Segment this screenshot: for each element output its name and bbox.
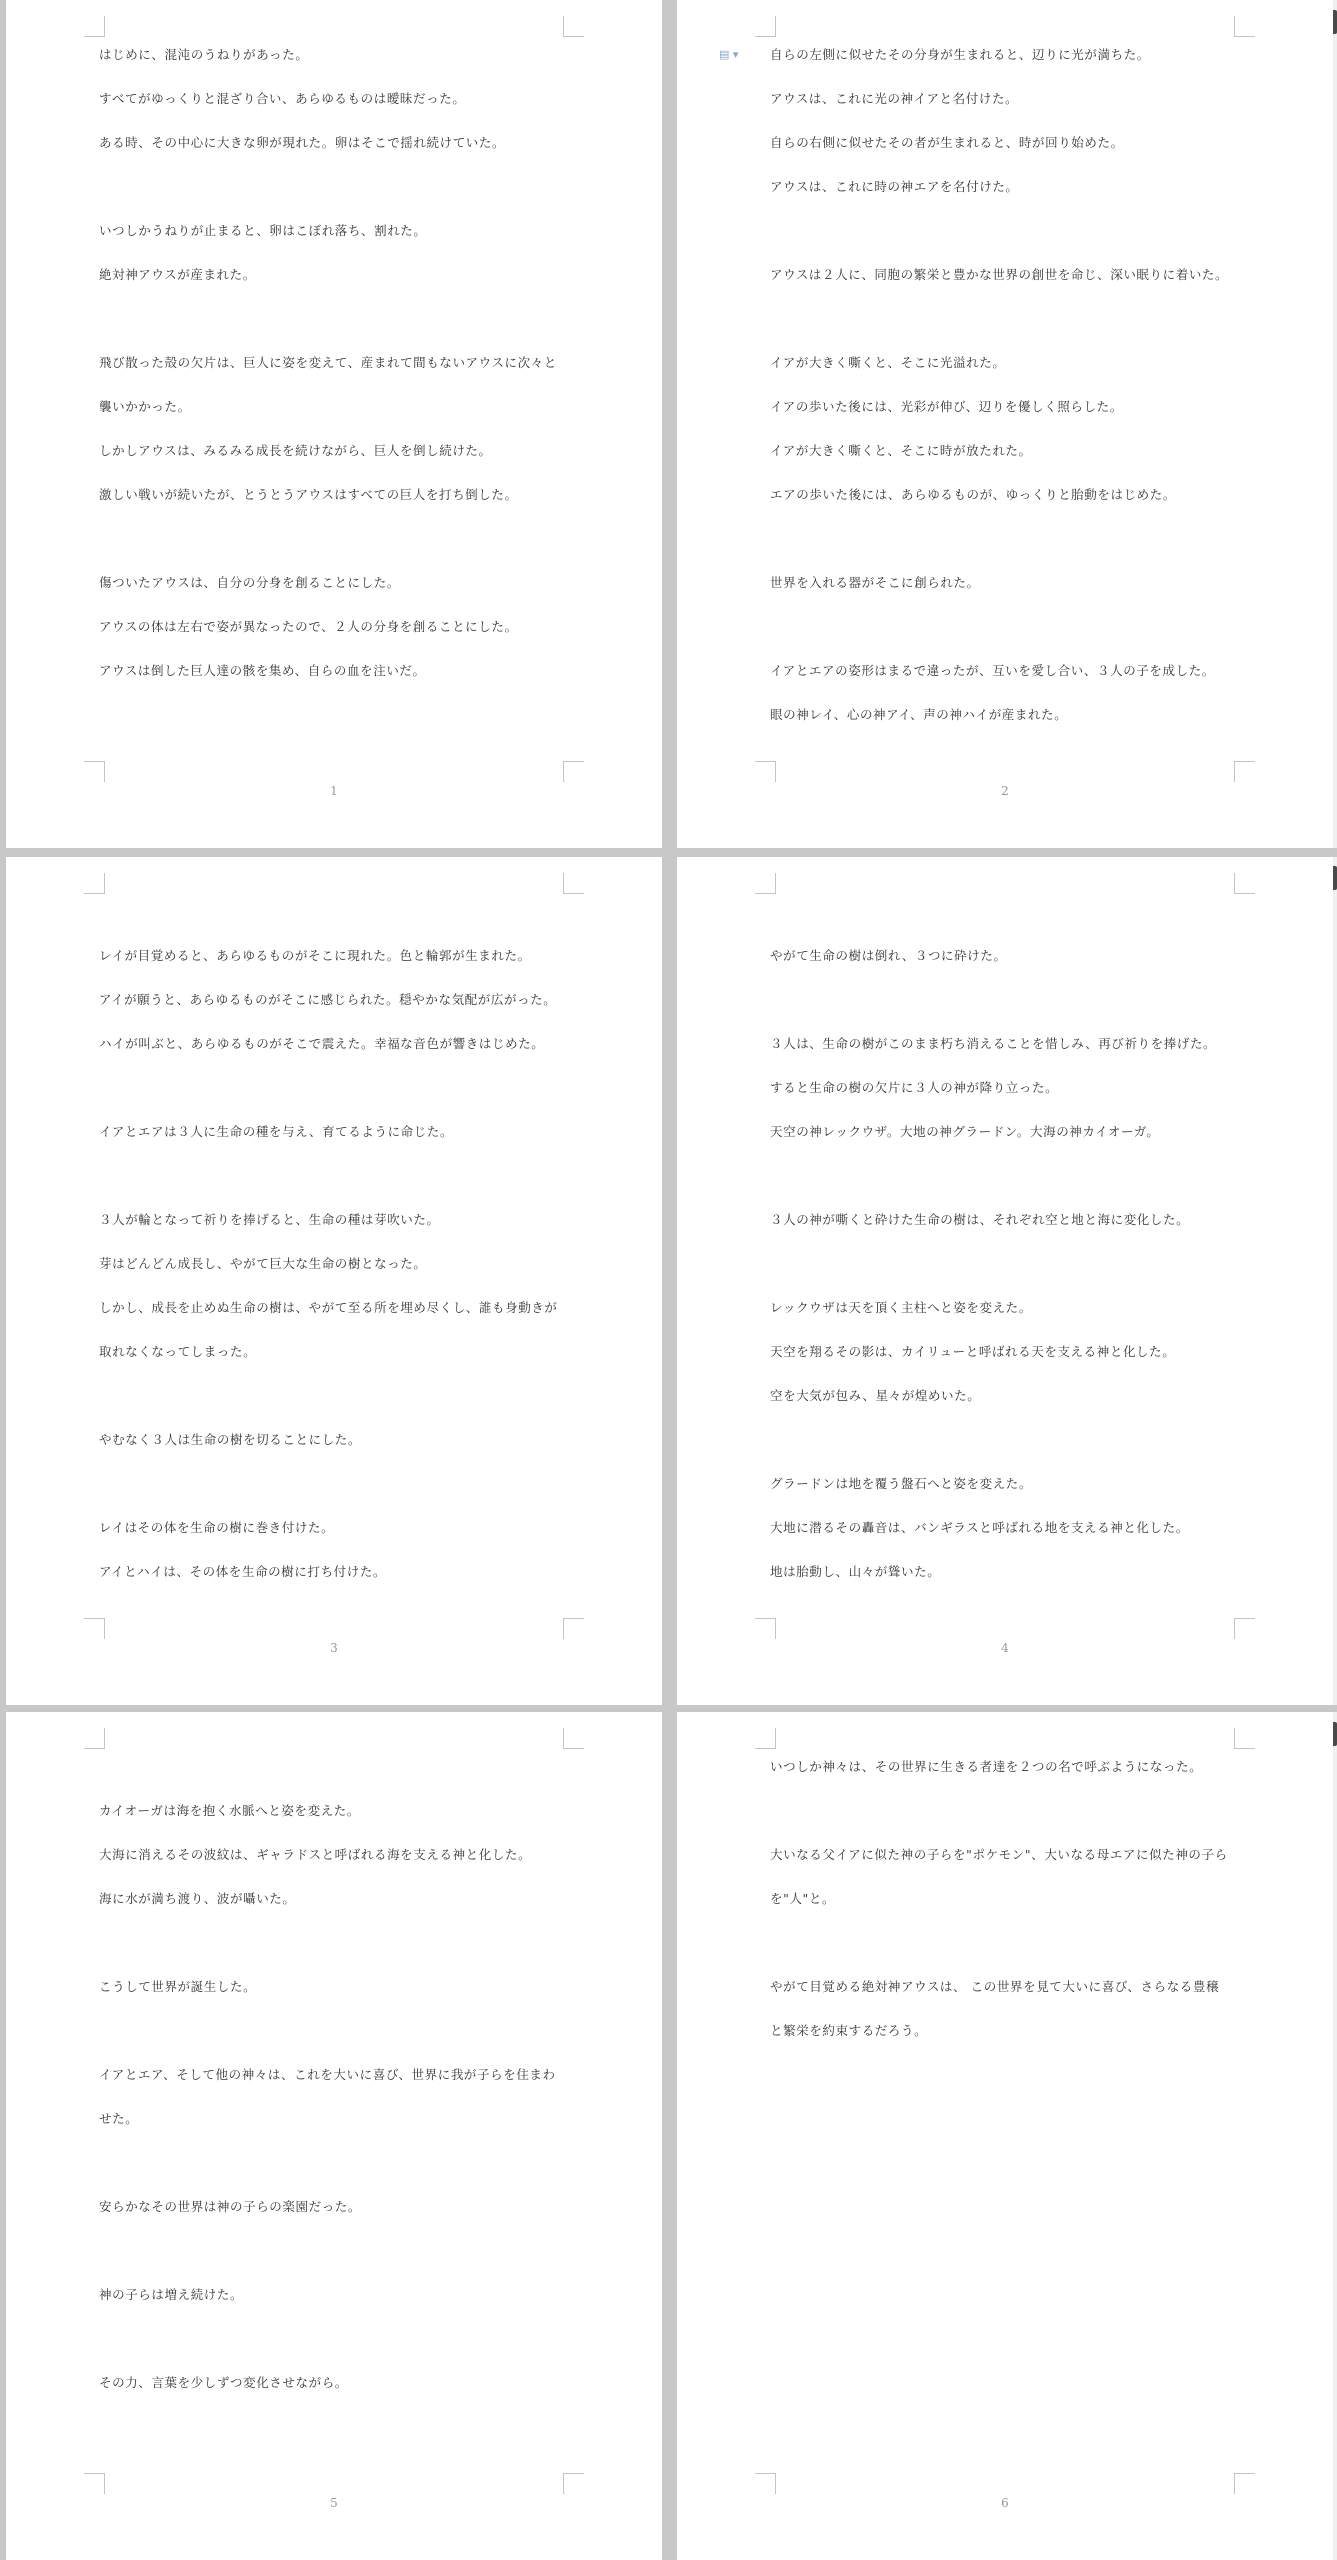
margin-mark (1234, 873, 1255, 894)
blank-line (99, 2326, 592, 2370)
blank-line (99, 2238, 592, 2282)
blank-line (770, 1427, 1263, 1471)
paragraph-line: やむなく３人は生命の樹を切ることにした。 (99, 1432, 362, 1447)
blank-line (99, 1163, 592, 1207)
paragraph-line: せた。 (99, 2111, 139, 2126)
page-number: 4 (1001, 1641, 1009, 1655)
margin-mark (563, 1618, 584, 1639)
blank-line (99, 1471, 592, 1515)
margin-mark (563, 873, 584, 894)
blank-line (99, 899, 592, 943)
margin-mark (563, 1728, 584, 1749)
paragraph-line: 地は胎動し、山々が聳いた。 (770, 1564, 941, 1579)
blank-line (770, 1930, 1263, 1974)
paragraph-line: 眼の神レイ、心の神アイ、声の神ハイが産まれた。 (770, 707, 1068, 722)
document-page (6, 0, 662, 848)
paragraph-line: レックウザは天を頂く主柱へと姿を変えた。 (770, 1300, 1032, 1315)
paragraph-line: すべてがゆっくりと混ざり合い、あらゆるものは曖昧だった。 (99, 91, 466, 106)
margin-mark (563, 2473, 584, 2494)
paragraph-line: 世界を入れる器がそこに創られた。 (770, 575, 980, 590)
blank-line (99, 306, 592, 350)
paragraph-line: 安らかなその世界は神の子らの楽園だった。 (99, 2199, 362, 2214)
blank-line (770, 987, 1263, 1031)
paragraph-line: アウスは２人に、同胞の繁栄と豊かな世界の創世を命じ、深い眠りに着いた。 (770, 267, 1229, 282)
paragraph-line: と繁栄を約束するだろう。 (770, 2023, 928, 2038)
page-number: 6 (1001, 2496, 1009, 2510)
blank-line (99, 1754, 592, 1798)
margin-mark (755, 873, 776, 894)
page-body[interactable] (770, 42, 1263, 746)
blank-line (99, 2018, 592, 2062)
paragraph-line: 取れなくなってしまった。 (99, 1344, 257, 1359)
paragraph-line: グラードンは地を覆う盤石へと姿を変えた。 (770, 1476, 1033, 1491)
blank-line (770, 1798, 1263, 1842)
document-page (677, 1712, 1333, 2560)
paragraph-line: いつしか神々は、その世界に生きる者達を２つの名で呼ぶようになった。 (770, 1759, 1203, 1774)
paragraph-line: アウスの体は左右で姿が異なったので、２人の分身を創ることにした。 (99, 619, 518, 634)
paragraph-line: 空を大気が包み、星々が煌めいた。 (770, 1388, 981, 1403)
blank-line (99, 2150, 592, 2194)
paragraph-line: イアとエアは３人に生命の種を与え、育てるように命じた。 (99, 1124, 454, 1139)
paragraph-line: やがて生命の樹は倒れ、３つに砕けた。 (770, 948, 1007, 963)
document-page (6, 857, 662, 1705)
margin-mark (755, 1728, 776, 1749)
blank-line (770, 1251, 1263, 1295)
paragraph-line: 大海に消えるその波紋は、ギャラドスと呼ばれる海を支える神と化した。 (99, 1847, 532, 1862)
blank-line (770, 899, 1263, 943)
margin-mark (755, 1618, 776, 1639)
paragraph-line: ハイが叫ぶと、あらゆるものがそこで震えた。幸福な音色が響きはじめた。 (99, 1036, 545, 1051)
paragraph-line: しかしアウスは、みるみる成長を続けながら、巨人を倒し続けた。 (99, 443, 492, 458)
paragraph-line: はじめに、混沌のうねりがあった。 (99, 47, 309, 62)
paragraph-line: 天空を翔るその影は、カイリューと呼ばれる天を支える神と化した。 (770, 1344, 1176, 1359)
paragraph-line: アウスは、これに時の神エアを名付けた。 (770, 179, 1019, 194)
paragraph-line: 海に水が満ち渡り、波が囁いた。 (99, 1891, 296, 1906)
margin-mark (755, 761, 776, 782)
paragraph-line: ３人が輪となって祈りを捧げると、生命の種は芽吹いた。 (99, 1212, 440, 1227)
paragraph-line: 自らの左側に似せたその分身が生まれると、辺りに光が満ちた。 (770, 47, 1150, 62)
page-number: 3 (330, 1641, 338, 1655)
paragraph-line: やがて目覚める絶対神アウスは、 この世界を見て大いに喜び、さらなる豊穣 (770, 1979, 1220, 1994)
margin-mark (563, 761, 584, 782)
paragraph-line: イアとエア、そして他の神々は、これを大いに喜び、世界に我が子らを住まわ (99, 2067, 556, 2082)
document-page (677, 0, 1333, 848)
paragraph-line: 天空の神レックウザ。大地の神グラードン。大海の神カイオーガ。 (770, 1124, 1160, 1139)
margin-mark (1234, 1618, 1255, 1639)
paragraph-line: アイとハイは、その体を生命の樹に打ち付けた。 (99, 1564, 387, 1579)
margin-mark (1234, 16, 1255, 37)
paragraph-line: アウスは倒した巨人達の骸を集め、自らの血を注いだ。 (99, 663, 426, 678)
paragraph-line: ３人の神が嘶くと砕けた生命の樹は、それぞれ空と地と海に変化した。 (770, 1212, 1190, 1227)
paragraph-line: レイが目覚めると、あらゆるものがそこに現れた。色と輪郭が生まれた。 (99, 948, 531, 963)
paragraph-line: 芽はどんどん成長し、やがて巨大な生命の樹となった。 (99, 1256, 427, 1271)
paragraph-line: 自らの右側に似せたその者が生まれると、時が回り始めた。 (770, 135, 1124, 150)
margin-mark (1234, 1728, 1255, 1749)
paragraph-line: 襲いかかった。 (99, 399, 191, 414)
paragraph-line: イアが大きく嘶くと、そこに光溢れた。 (770, 355, 1006, 370)
blank-line (99, 526, 592, 570)
paragraph-line: 神の子らは増え続けた。 (99, 2287, 244, 2302)
paragraph-line: ある時、その中心に大きな卵が現れた。卵はそこで揺れ続けていた。 (99, 135, 506, 150)
paragraph-line: を"人"と。 (770, 1891, 836, 1906)
margin-mark (84, 761, 105, 782)
blank-line (99, 174, 592, 218)
paragraph-line: 大いなる父イアに似た神の子らを"ポケモン"、大いなる母エアに似た神の子ら (770, 1847, 1228, 1862)
blank-line (770, 306, 1263, 350)
document-page (6, 1712, 662, 2560)
paragraph-line: イアが大きく嘶くと、そこに時が放たれた。 (770, 443, 1032, 458)
margin-mark (1234, 2473, 1255, 2494)
blank-line (99, 1383, 592, 1427)
blank-line (770, 1163, 1263, 1207)
margin-mark (84, 16, 105, 37)
document-page (677, 857, 1333, 1705)
paragraph-line: カイオーガは海を抱く水脈へと姿を変えた。 (99, 1803, 361, 1818)
paragraph-line: アウスは、これに光の神イアと名付けた。 (770, 91, 1019, 106)
blank-line (770, 614, 1263, 658)
paragraph-line: エアの歩いた後には、あらゆるものが、ゆっくりと胎動をはじめた。 (770, 487, 1176, 502)
margin-mark (755, 2473, 776, 2494)
document-icon[interactable]: ▤ ▾ (719, 48, 739, 61)
paragraph-line: ３人は、生命の樹がこのまま朽ち消えることを惜しみ、再び祈りを捧げた。 (770, 1036, 1217, 1051)
paragraph-line: すると生命の樹の欠片に３人の神が降り立った。 (770, 1080, 1059, 1095)
paragraph-line: アイが願うと、あらゆるものがそこに感じられた。穏やかな気配が広がった。 (99, 992, 557, 1007)
blank-line (99, 1930, 592, 1974)
margin-mark (84, 873, 105, 894)
paragraph-line: 激しい戦いが続いたが、とうとうアウスはすべての巨人を打ち倒した。 (99, 487, 518, 502)
blank-line (99, 1075, 592, 1119)
page-body[interactable] (770, 1754, 1263, 2062)
margin-mark (755, 16, 776, 37)
paragraph-line: 大地に潜るその轟音は、バンギラスと呼ばれる地を支える神と化した。 (770, 1520, 1189, 1535)
page-body[interactable] (770, 899, 1263, 1603)
margin-mark (1234, 761, 1255, 782)
paragraph-line: レイはその体を生命の樹に巻き付けた。 (99, 1520, 335, 1535)
paragraph-line: 傷ついたアウスは、自分の分身を創ることにした。 (99, 575, 400, 590)
margin-mark (563, 16, 584, 37)
paragraph-line: イアとエアの姿形はまるで違ったが、互いを愛し合い、３人の子を成した。 (770, 663, 1215, 678)
page-body[interactable] (99, 1754, 592, 2414)
margin-mark (84, 1728, 105, 1749)
page-body[interactable] (99, 42, 592, 702)
page-number: 5 (330, 2496, 338, 2510)
margin-mark (84, 1618, 105, 1639)
blank-line (770, 218, 1263, 262)
page-number: 2 (1001, 784, 1009, 798)
paragraph-line: しかし、成長を止めぬ生命の樹は、やがて至る所を埋め尽くし、誰も身動きが (99, 1300, 558, 1315)
page-number: 1 (330, 784, 338, 798)
page-body[interactable] (99, 899, 592, 1603)
paragraph-line: その力、言葉を少しずつ変化させながら。 (99, 2375, 348, 2390)
blank-line (770, 526, 1263, 570)
paragraph-line: こうして世界が誕生した。 (99, 1979, 257, 1994)
margin-mark (84, 2473, 105, 2494)
paragraph-line: 絶対神アウスが産まれた。 (99, 267, 256, 282)
paragraph-line: イアの歩いた後には、光彩が伸び、辺りを優しく照らした。 (770, 399, 1123, 414)
paragraph-line: 飛び散った殻の欠片は、巨人に姿を変えて、産まれて間もないアウスに次々と (99, 355, 557, 370)
paragraph-line: いつしかうねりが止まると、卵はこぼれ落ち、割れた。 (99, 223, 427, 238)
